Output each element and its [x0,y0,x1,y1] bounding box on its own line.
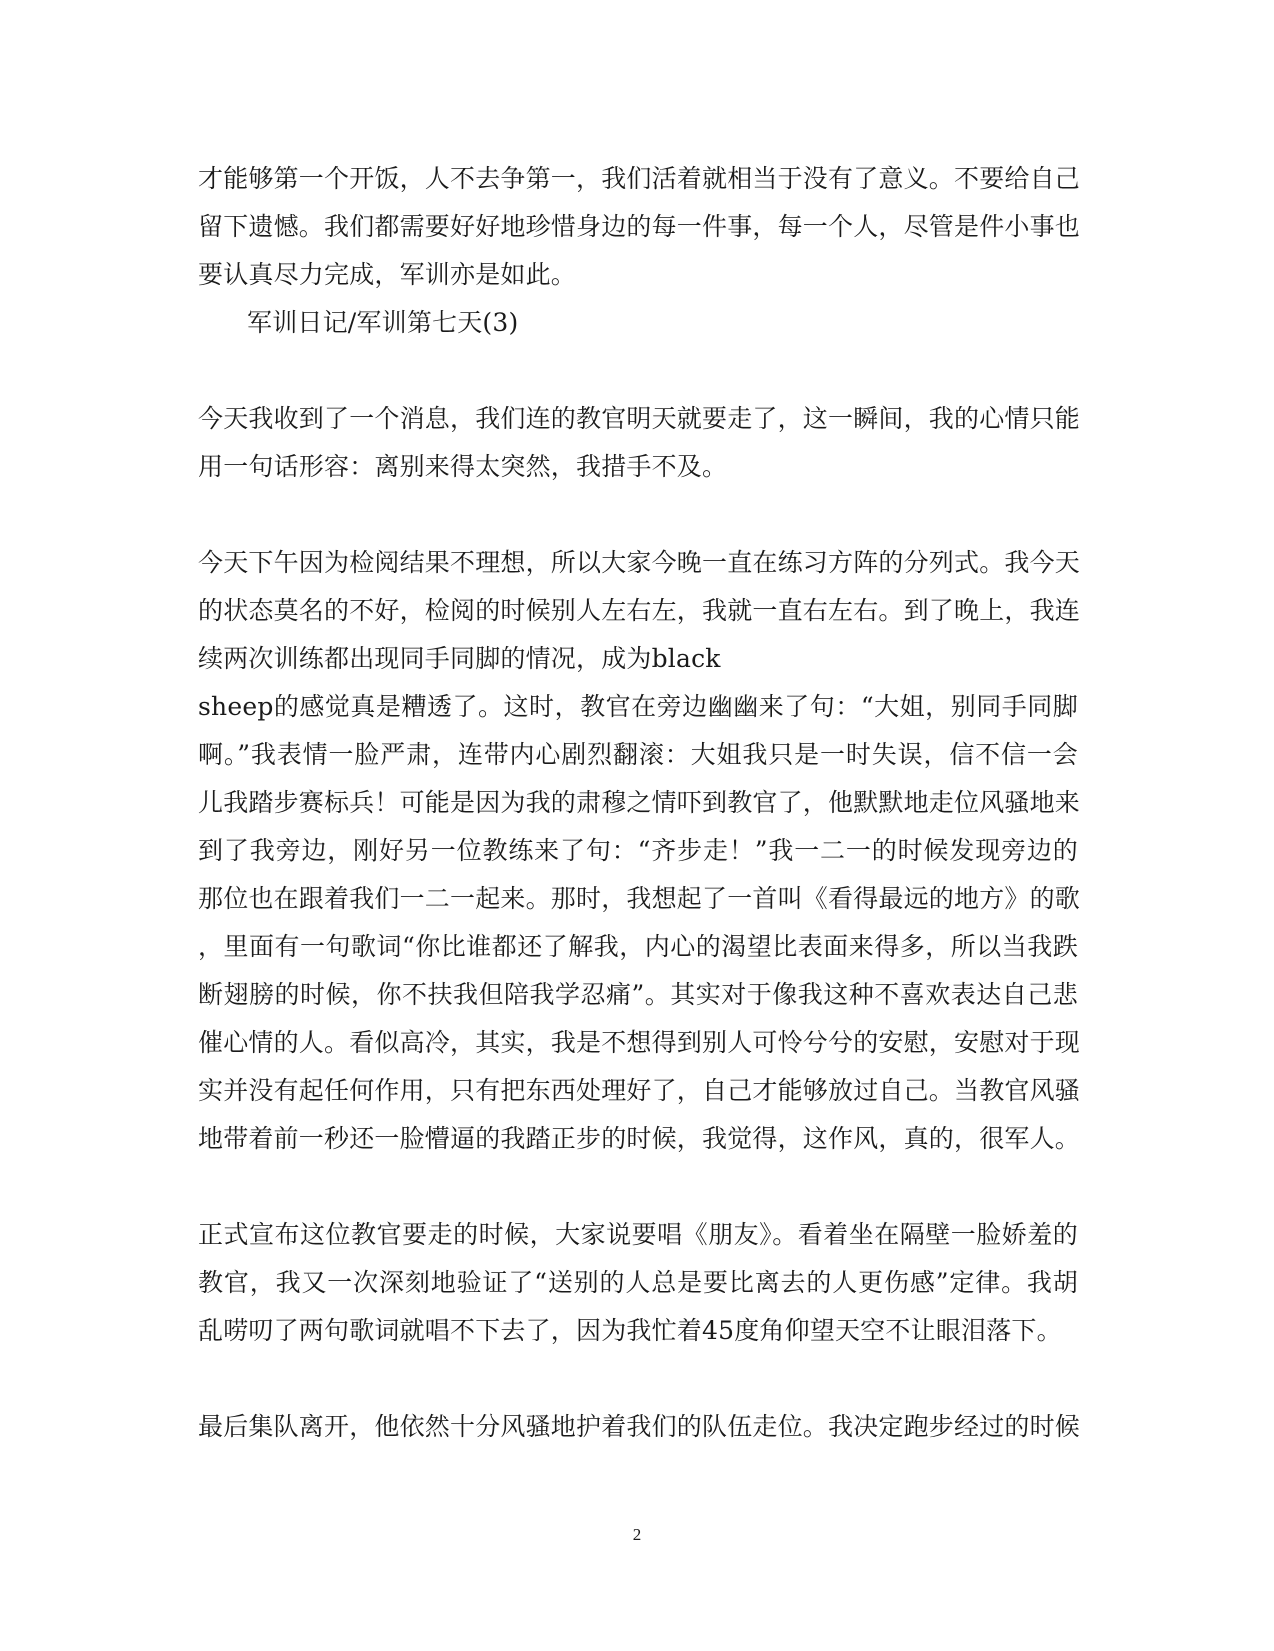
text-line: 正式宣布这位教官要走的时候，大家说要唱《朋友》。看着坐在隔壁一脸娇羞的 [198,1220,1078,1249]
paragraph [198,1211,1078,1355]
text-line: 才能够第一个开饭，人不去争第一，我们活着就相当于没有了意义。不要给自己 [198,164,1081,193]
text-line: 啊。”我表情一脸严肃，连带内心剧烈翻滚：大姐我只是一时失误，信不信一会 [198,740,1078,769]
text-line: 到了我旁边，刚好另一位教练来了句：“齐步走！”我一二一的时候发现旁边的 [198,836,1078,865]
paragraph [198,1403,1081,1451]
paragraph-gap [198,347,1078,395]
paragraph-gap [198,1355,1078,1403]
page-number: 2 [632,1525,642,1544]
text-line: 要认真尽力完成，军训亦是如此。 [198,260,577,289]
text-line: 催心情的人。看似高冷，其实，我是不想得到别人可怜兮兮的安慰，安慰对于现 [198,1028,1081,1057]
text-line: 今天我收到了一个消息，我们连的教官明天就要走了，这一瞬间，我的心情只能 [198,404,1081,433]
paragraph [198,539,1081,1163]
text-line: 教官，我又一次深刻地验证了“送别的人总是要比离去的人更伤感”定律。我胡 [198,1268,1078,1297]
text-line: ，里面有一句歌词“你比谁都还了解我，内心的渴望比表面来得多，所以当我跌 [198,932,1078,961]
text-line: 地带着前一秒还一脸懵逼的我踏正步的时候，我觉得，这作风，真的，很军人。 [198,1124,1081,1153]
text-line: 断翅膀的时候，你不扶我但陪我学忍痛”。其实对于像我这种不喜欢表达自己悲 [198,980,1078,1009]
paragraph [198,155,1081,299]
text-line: 儿我踏步赛标兵！可能是因为我的肃穆之情吓到教官了，他默默地走位风骚地来 [198,788,1081,817]
paragraph-gap [198,491,1078,539]
text-line: 的状态莫名的不好，检阅的时候别人左右左，我就一直右左右。到了晚上，我连 [198,596,1081,625]
text-line: sheep的感觉真是糟透了。这时，教官在旁边幽幽来了句：“大姐，别同手同脚 [198,692,1078,721]
text-line: 续两次训练都出现同手同脚的情况，成为black [198,644,721,673]
text-line: 那位也在跟着我们一二一起来。那时，我想起了一首叫《看得最远的地方》的歌 [198,884,1081,913]
text-line: 用一句话形容：离别来得太突然，我措手不及。 [198,452,728,481]
section-heading: 军训日记/军训第七天(3) [247,308,519,337]
text-line: 实并没有起任何作用，只有把东西处理好了，自己才能够放过自己。当教官风骚 [198,1076,1081,1105]
paragraph [198,395,1081,491]
paragraph-gap [198,1163,1078,1211]
text-line: 最后集队离开，他依然十分风骚地护着我们的队伍走位。我决定跑步经过的时候 [198,1412,1081,1441]
document-body [198,155,1081,1451]
text-line: 留下遗憾。我们都需要好好地珍惜身边的每一件事，每一个人，尽管是件小事也 [198,212,1081,241]
text-line: 乱唠叨了两句歌词就唱不下去了，因为我忙着45度角仰望天空不让眼泪落下。 [198,1316,1062,1345]
text-line: 今天下午因为检阅结果不理想，所以大家今晚一直在练习方阵的分列式。我今天 [198,548,1081,577]
